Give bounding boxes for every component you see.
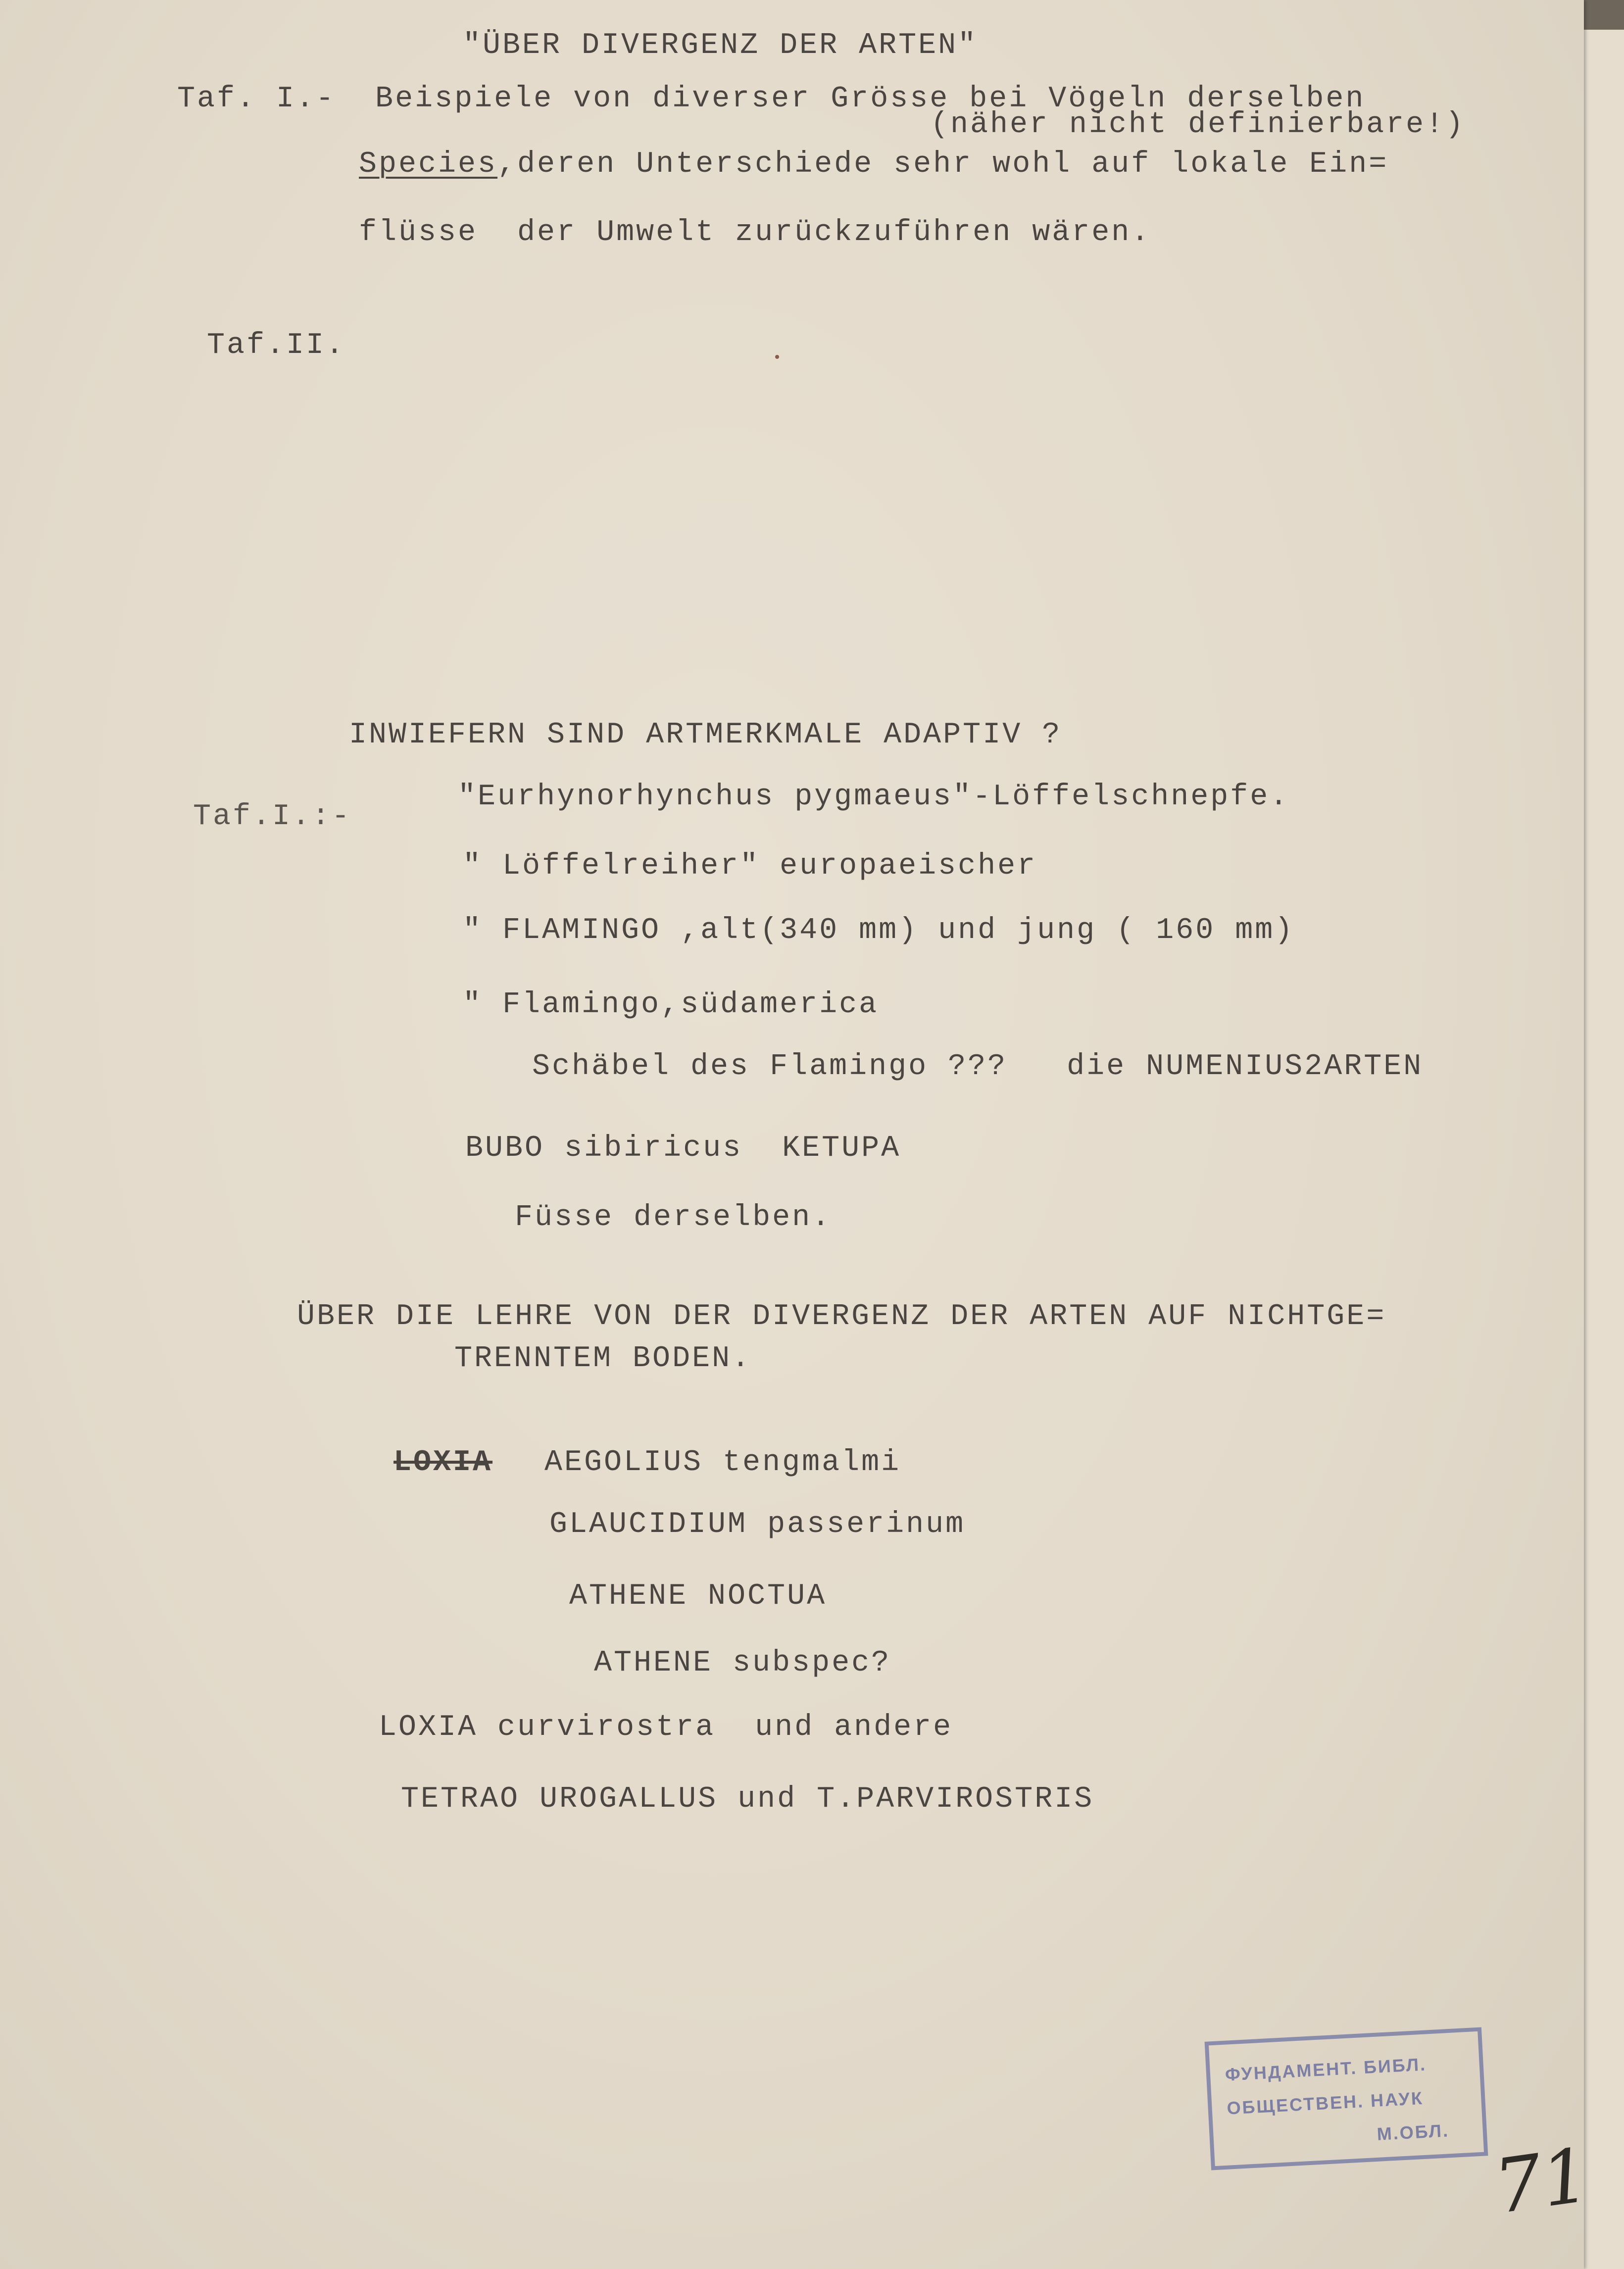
stamp-line-2: ОБЩЕСТВЕН. НАУК — [1226, 2087, 1424, 2119]
adaptiv-item-6: BUBO sibiricus KETUPA — [465, 1132, 901, 1165]
taf-i-line-3-rest: ,deren Unterschiede sehr wohl auf lokale Ein= — [497, 148, 1389, 181]
divergenz-item-2: GLAUCIDIUM passerinum — [549, 1508, 966, 1541]
adaptiv-item-7: Füsse derselben. — [515, 1201, 832, 1234]
stamp-line-1: ФУНДАМЕНТ. БИБЛ. — [1225, 2054, 1427, 2085]
taf-i-line-1: Taf. I.- Beispiele von diverser Grösse bei Vögeln derselben — [177, 82, 1366, 116]
adaptiv-item-3: " FLAMINGO ,alt(340 mm) und jung ( 160 mm) — [463, 914, 1295, 947]
taf-i-label-2: Taf.I.:- — [193, 800, 352, 834]
divergenz-item-1: AEGOLIUS tengmalmi — [544, 1446, 901, 1480]
adaptiv-item-5: Schäbel des Flamingo ??? die NUMENIUS2ARTEN — [532, 1050, 1424, 1084]
divergenz-item-4: ATHENE subspec? — [594, 1646, 891, 1680]
adaptiv-item-4: " Flamingo,südamerica — [463, 988, 879, 1022]
taf-i-line-3 — [359, 149, 1388, 179]
document-title: "ÜBER DIVERGENZ DER ARTEN" — [463, 29, 978, 62]
taf-i-line-4: flüsse der Umwelt zurückzuführen wären. — [359, 216, 1151, 249]
archive-stamp — [1205, 2027, 1488, 2170]
adaptiv-heading: INWIEFERN SIND ARTMERKMALE ADAPTIV ? — [349, 718, 1062, 752]
species-underlined: Species — [359, 148, 498, 181]
taf-ii-label: Taf.II. — [207, 329, 346, 362]
adaptiv-item-2: " Löffelreiher" europaeischer — [463, 849, 1037, 883]
stamp-line-3: М.ОБЛ. — [1376, 2120, 1450, 2144]
taf-i-line-2: (näher nicht definierbare!) — [931, 108, 1466, 142]
struck-word: LOXIA — [394, 1446, 493, 1480]
divergenz-item-5: LOXIA curvirostra und andere — [379, 1711, 953, 1744]
handwritten-page-number: 71 — [1489, 2132, 1595, 2231]
ink-speck — [775, 355, 779, 359]
divergenz-item-3: ATHENE NOCTUA — [569, 1579, 827, 1613]
divergenz-heading-1: ÜBER DIE LEHRE VON DER DIVERGENZ DER ARTEN AUF NICHTGE= — [297, 1300, 1386, 1333]
divergenz-heading-2: TRENNTEM BODEN. — [454, 1342, 752, 1376]
divergenz-item-6: TETRAO UROGALLUS und T.PARVIROSTRIS — [401, 1782, 1094, 1816]
adaptiv-item-1: "Eurhynorhynchus pygmaeus"-Löffelschnepfe. — [458, 780, 1290, 814]
